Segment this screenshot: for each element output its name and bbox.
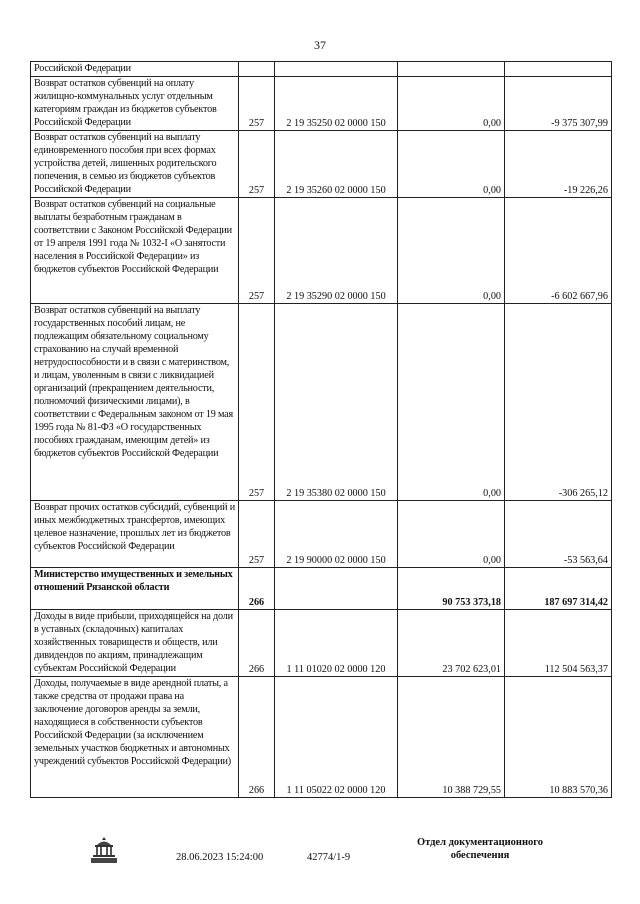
row-budget-classification-code <box>275 62 398 77</box>
revenue-table <box>30 61 612 798</box>
table-row <box>31 610 612 677</box>
row-admin-code: 257 <box>239 131 275 198</box>
row-description: Возврат остатков субвенций на оплату жилищно-коммунальных услуг отдельным категориям граждан из бюджетов субъектов Российской Федерации <box>31 77 239 131</box>
row-admin-code: 266 <box>239 568 275 610</box>
row-value-2: -19 226,26 <box>505 131 612 198</box>
row-value-1: 90 753 373,18 <box>398 568 505 610</box>
row-value-1: 23 702 623,01 <box>398 610 505 677</box>
table-row <box>31 304 612 501</box>
table-row <box>31 677 612 798</box>
row-admin-code: 257 <box>239 501 275 568</box>
row-value-2 <box>505 62 612 77</box>
row-admin-code: 257 <box>239 198 275 304</box>
row-description: Доходы в виде прибыли, приходящейся на доли в уставных (складочных) капиталах хозяйственных товариществ и обществ, или дивидендов по акциям, принадлежащим субъектам Российской Федерации <box>31 610 239 677</box>
row-budget-classification-code: 2 19 35250 02 0000 150 <box>275 77 398 131</box>
table-row <box>31 77 612 131</box>
row-value-2: -9 375 307,99 <box>505 77 612 131</box>
row-value-2: 187 697 314,42 <box>505 568 612 610</box>
department-stamp <box>405 836 555 862</box>
row-budget-classification-code: 1 11 01020 02 0000 120 <box>275 610 398 677</box>
table-row <box>31 198 612 304</box>
stamp-line-1: Отдел документационного <box>416 837 544 848</box>
row-admin-code: 266 <box>239 610 275 677</box>
row-budget-classification-code <box>275 568 398 610</box>
row-value-1 <box>398 62 505 77</box>
row-value-2: -6 602 667,96 <box>505 198 612 304</box>
row-admin-code: 266 <box>239 677 275 798</box>
row-budget-classification-code: 2 19 35260 02 0000 150 <box>275 131 398 198</box>
row-value-1: 0,00 <box>398 198 505 304</box>
row-value-2: -306 265,12 <box>505 304 612 501</box>
row-budget-classification-code: 2 19 35290 02 0000 150 <box>275 198 398 304</box>
row-description: Возврат остатков субвенций на выплату единовременного пособия при всех формах устройства детей, лишенных родительского попечения, в семью из бюджетов субъектов Российской Федерации <box>31 131 239 198</box>
row-description: Возврат остатков субвенций на социальные выплаты безработным гражданам в соответствии с Законом Российской Федерации от 19 апреля 1991 года № 1032-I «О занятости населения в Российской Федерации» из бюджетов субъектов Российской Федерации <box>31 198 239 304</box>
table-row <box>31 62 612 77</box>
row-admin-code: 257 <box>239 304 275 501</box>
table-row <box>31 131 612 198</box>
document-number: 42774/1-9 <box>307 852 351 863</box>
row-budget-classification-code: 1 11 05022 02 0000 120 <box>275 677 398 798</box>
table-row <box>31 501 612 568</box>
revenue-table-body <box>31 62 612 798</box>
row-description: Министерство имущественных и земельных отношений Рязанской области <box>31 568 239 610</box>
row-value-2: 112 504 563,37 <box>505 610 612 677</box>
row-budget-classification-code: 2 19 90000 02 0000 150 <box>275 501 398 568</box>
row-description: Возврат прочих остатков субсидий, субвенций и иных межбюджетных трансфертов, имеющих целевое назначение, прошлых лет из бюджетов субъектов Российской Федерации <box>31 501 239 568</box>
row-value-1: 0,00 <box>398 501 505 568</box>
row-value-2: 10 883 570,36 <box>505 677 612 798</box>
row-description: Возврат остатков субвенций на выплату государственных пособий лицам, не подлежащим обязательному социальному страхованию на случай временной нетрудоспособности и в связи с материнством, и лицам, уволенным в связи с ликвидацией организаций (прекращением деятельности, полномочий физическими лицами), в соответствии с Федеральным законом от 19 мая 1995 года № 81-ФЗ «О государственных пособиях гражданам, имеющим детей» из бюджетов субъектов Российской Федерации <box>31 304 239 501</box>
row-value-1: 0,00 <box>398 131 505 198</box>
row-description: Доходы, получаемые в виде арендной платы, а также средства от продажи права на заключение договоров аренды за земли, находящиеся в собственности субъектов Российской Федерации (за исключением земельных участков бюджетных и автономных учреждений субъектов Российской Федерации) <box>31 677 239 798</box>
print-datetime: 28.06.2023 15:24:00 <box>176 852 264 863</box>
row-budget-classification-code: 2 19 35380 02 0000 150 <box>275 304 398 501</box>
row-value-1: 10 388 729,55 <box>398 677 505 798</box>
page-number: 37 <box>314 38 326 52</box>
row-admin-code: 257 <box>239 77 275 131</box>
stamp-line-2: обеспечения <box>450 850 510 861</box>
table-row <box>31 568 612 610</box>
row-value-1: 0,00 <box>398 77 505 131</box>
duma-emblem-icon <box>88 836 120 864</box>
row-value-1: 0,00 <box>398 304 505 501</box>
row-value-2: -53 563,64 <box>505 501 612 568</box>
row-description: Российской Федерации <box>31 62 239 77</box>
row-admin-code <box>239 62 275 77</box>
